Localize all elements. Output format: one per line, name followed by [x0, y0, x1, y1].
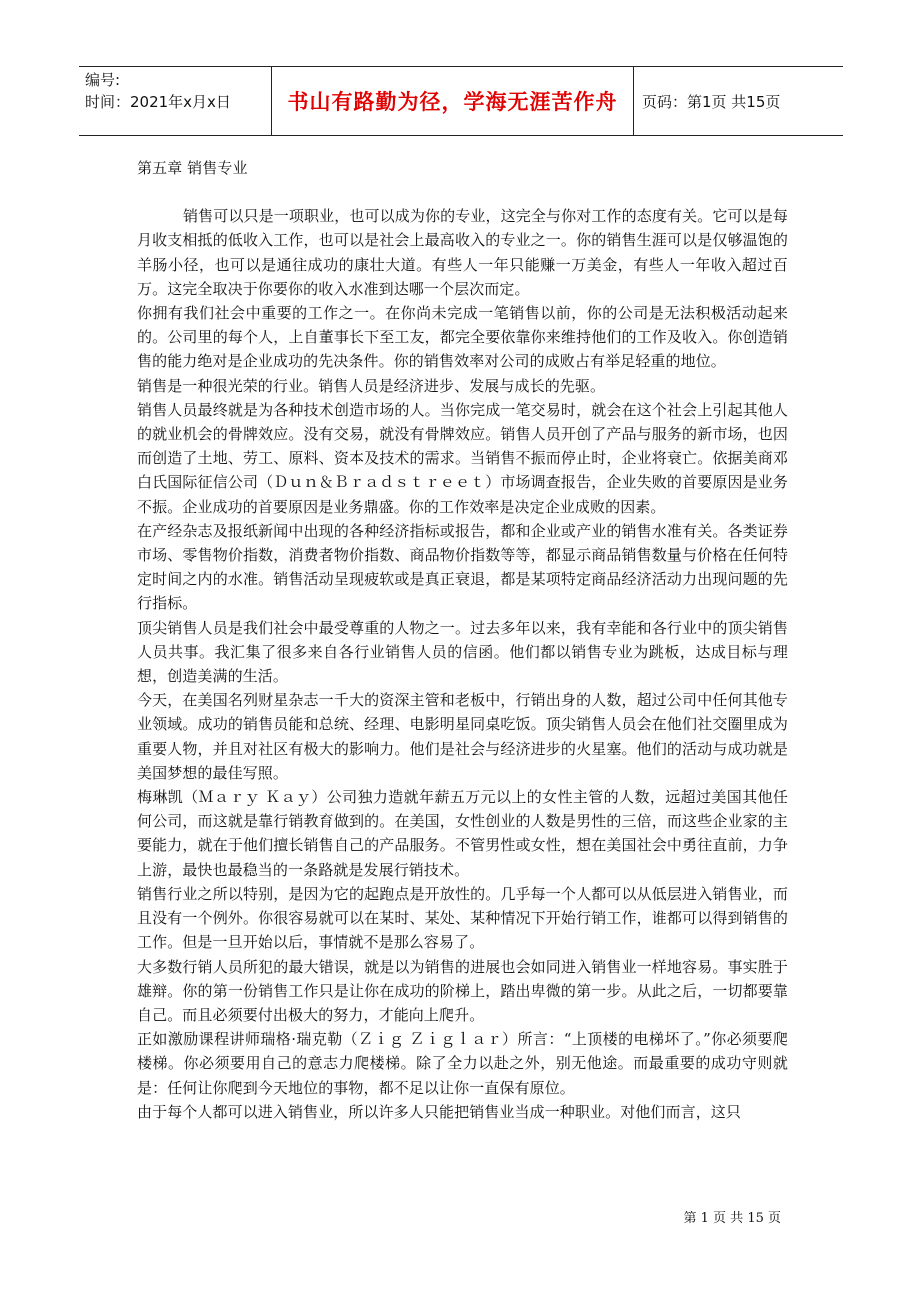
paragraph: 顶尖销售人员是我们社会中最受尊重的人物之一。过去多年以来，我有幸能和各行业中的顶尖销售人员共事。我汇集了很多来自各行业销售人员的信函。他们都以销售专业为跳板，达成目标与理想，创造美满的生活。	[137, 618, 788, 686]
paragraph: 大多数行销人员所犯的最大错误，就是以为销售的进展也会如同进入销售业一样地容易。事实胜于雄辩。你的第一份销售工作只是让你在成功的阶梯上，踏出卑微的第一步。从此之后，一切都要靠自己。而且必须要付出极大的努力，才能向上爬升。	[137, 957, 788, 1024]
paragraph: 你拥有我们社会中重要的工作之一。在你尚未完成一笔销售以前，你的公司是无法积极活动起来的。公司里的每个人，上自董事长下至工友，都完全要依靠你来维持他们的工作及收入。你创造销售的能力绝对是企业成功的先决条件。你的销售效率对公司的成败占有举足轻重的地位。	[137, 304, 788, 371]
paragraph: 销售行业之所以特别，是因为它的起跑点是开放性的。几乎每一个人都可以从低层进入销售业，而且没有一个例外。你很容易就可以在某时、某处、某种情况下开始行销工作，谁都可以得到销售的工作。但是一旦开始以后，事情就不是那么容易了。	[137, 884, 788, 952]
paragraph: 今天，在美国名列财星杂志一千大的资深主管和老板中，行销出身的人数，超过公司中任何其他专业领域。成功的销售员能和总统、经理、电影明星同桌吃饭。顶尖销售人员会在他们社交圈里成为重要人物，并且对社区有极大的影响力。他们是社会与经济进步的火星塞。他们的活动与成功就是美国梦想的最佳写照。	[137, 691, 788, 782]
document-time-label: 时间：2021年x月x日	[85, 93, 231, 111]
paragraph: 销售是一种很光荣的行业。销售人员是经济进步、发展与成长的先驱。	[137, 376, 606, 395]
document-number-label: 编号:	[85, 71, 121, 89]
paragraph: 销售可以只是一项职业，也可以成为你的专业，这完全与你对工作的态度有关。它可以是每月收支相抵的低收入工作，也可以是社会上最高收入的专业之一。你的销售生涯可以是仅够温饱的羊肠小径，也可以是通往成功的康壮大道。有些人一年只能赚一万美金，有些人一年收入超过百万。这完全取决于你要你的收入水准到达哪一个层次而定。	[137, 207, 788, 298]
document-body	[137, 156, 788, 1124]
chapter-title: 第五章 销售专业	[137, 159, 248, 177]
paragraph: 正如激励课程讲师瑞格·瑞克勒（Ｚｉｇ Ｚｉｇｌａｒ）所言：“上顶楼的电梯坏了。”你必须要爬楼梯。你必须要用自己的意志力爬楼梯。除了全力以赴之外，别无他途。而最重要的成功守则就是：任何让你爬到今天地位的事物，都不足以让你一直保有原位。	[137, 1030, 788, 1097]
document-header	[79, 66, 843, 136]
paragraph: 销售人员最终就是为各种技术创造市场的人。当你完成一笔交易时，就会在这个社会上引起其他人的就业机会的骨牌效应。没有交易，就没有骨牌效应。销售人员开创了产品与服务的新市场，也因而创造了土地、劳工、原料、资本及技术的需求。当销售不振而停止时，企业将衰亡。依据美商邓白氏国际征信公司（Ｄｕｎ＆Ｂｒａｄｓｔｒｅｅｔ）市场调查报告，企业失败的首要原因是业务不振。企业成功的首要原因是业务鼎盛。你的工作效率是决定企业成败的因素。	[137, 400, 788, 516]
page-footer: 第 1 页 共 15 页	[683, 1211, 781, 1226]
header-page-number: 页码：第1页 共15页	[642, 92, 781, 111]
paragraph: 在产经杂志及报纸新闻中出现的各种经济指标或报告，都和企业或产业的销售水准有关。各类证券市场、零售物价指数，消费者物价指数、商品物价指数等等，都显示商品销售数量与价格在任何特定时间之内的水准。销售活动呈现疲软或是真正衰退，都是某项特定商品经济活动力出现问题的先行指标。	[137, 521, 788, 613]
paragraph: 由于每个人都可以进入销售业，所以许多人只能把销售业当成一种职业。对他们而言，这只	[137, 1102, 742, 1121]
header-meta	[79, 67, 272, 135]
header-motto: 书山有路勤为径，学海无涯苦作舟	[272, 67, 634, 135]
paragraph: 梅琳凯（Ｍａｒｙ Ｋａｙ）公司独力造就年薪五万元以上的女性主管的人数，远超过美国其他任何公司，而这就是靠行销教育做到的。在美国，女性创业的人数是男性的三倍，而这些企业家的主要能力，就在于他们擅长销售自己的产品服务。不管男性或女性，想在美国社会中勇往直前，力争上游，最快也最稳当的一条路就是发展行销技术。	[137, 788, 788, 879]
